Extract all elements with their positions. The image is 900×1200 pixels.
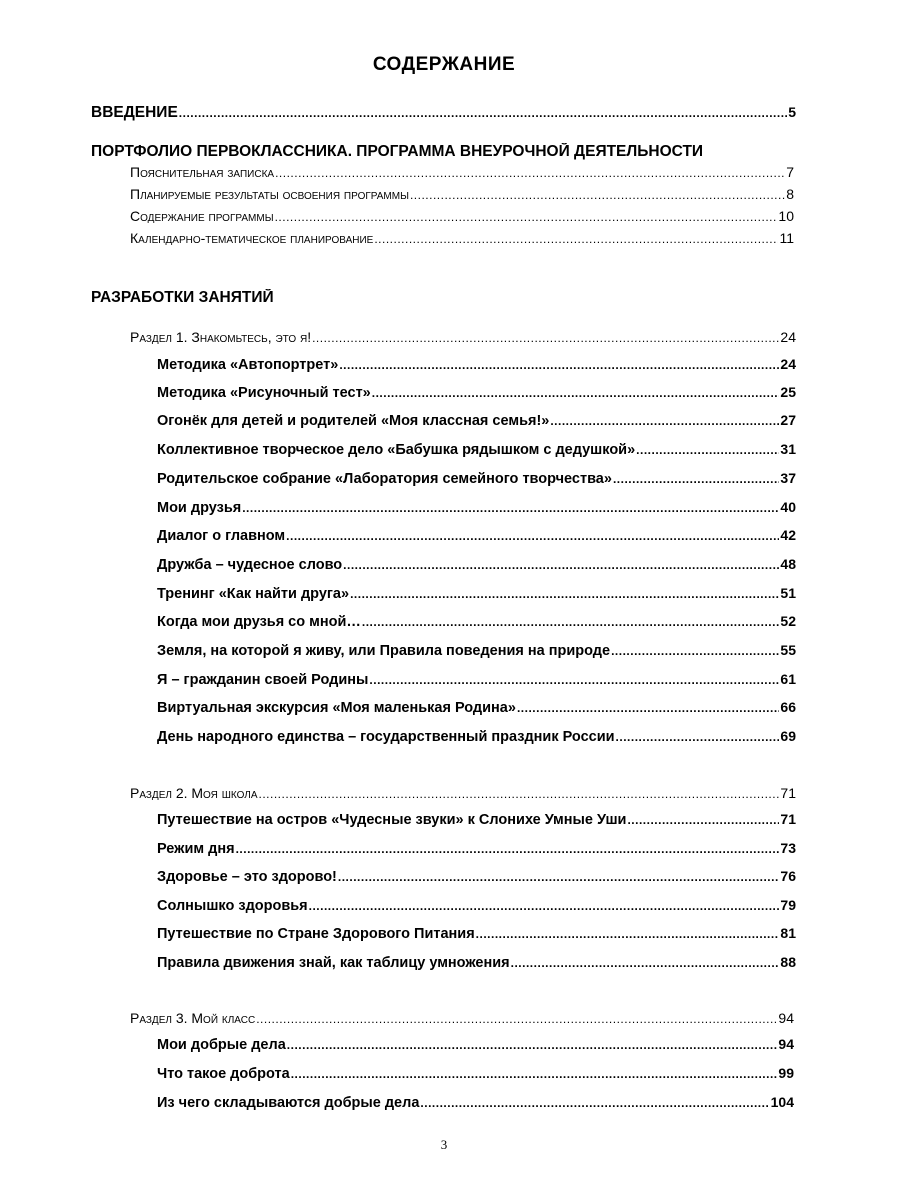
- toc-section-2[interactable]: [130, 785, 796, 801]
- page-title: СОДЕРЖАНИЕ: [372, 54, 516, 75]
- toc-entry-label: Пояснительная записка: [130, 164, 275, 180]
- toc-entry-label: Содержание программы: [130, 208, 274, 224]
- toc-heading-portfolio[interactable]: [91, 143, 796, 161]
- toc-section-page: 71: [780, 785, 796, 801]
- toc-entry-page: 7: [786, 164, 794, 180]
- dot-leader: [613, 472, 779, 486]
- dot-leader: [275, 166, 785, 180]
- toc-entry-label: Правила движения знай, как таблицу умножения: [157, 955, 510, 971]
- toc-entry-label: Из чего складываются добрые дела: [157, 1095, 420, 1111]
- toc-entry-label: Методика «Рисуночный тест»: [157, 385, 371, 401]
- toc-entry-page: 69: [780, 728, 796, 744]
- toc-entry-page: 73: [780, 840, 796, 856]
- toc-section-label: Раздел 2. Моя школа: [130, 785, 258, 801]
- toc-entry[interactable]: [157, 811, 796, 828]
- toc-entry-label: Я – гражданин своей Родины: [157, 672, 369, 688]
- dot-leader: [312, 331, 779, 345]
- toc-entry-page: 48: [780, 556, 796, 572]
- toc-entry[interactable]: [157, 1065, 794, 1082]
- dot-leader: [275, 210, 778, 224]
- toc-entry-page: 66: [780, 699, 796, 715]
- toc-entry-page: 11: [779, 230, 794, 246]
- toc-entry-label: Земля, на которой я живу, или Правила поведения на природе: [157, 643, 611, 659]
- toc-entry-page: 61: [780, 671, 796, 687]
- toc-entry-label: Когда мои друзья со мной…: [157, 614, 361, 630]
- toc-entry-label: Родительское собрание «Лаборатория семейного творчества»: [157, 471, 612, 487]
- dot-leader: [616, 730, 780, 744]
- toc-entry[interactable]: [157, 412, 796, 429]
- toc-section-1[interactable]: [130, 329, 796, 345]
- toc-entry-label: Путешествие по Стране Здорового Питания: [157, 926, 475, 942]
- dot-leader: [420, 1096, 769, 1110]
- dot-leader: [627, 813, 779, 827]
- toc-entry-page: 76: [780, 868, 796, 884]
- dot-leader: [362, 615, 780, 629]
- toc-entry[interactable]: [157, 642, 796, 659]
- toc-entry-page: 71: [780, 811, 796, 827]
- toc-entry-label: Календарно-тематическое планирование: [130, 230, 374, 246]
- toc-section-page: 94: [778, 1010, 794, 1026]
- toc-entry-page: 94: [778, 1036, 794, 1052]
- toc-entry[interactable]: [157, 840, 796, 857]
- toc-entry[interactable]: [157, 527, 796, 544]
- toc-entry[interactable]: [130, 208, 794, 224]
- toc-entry-page: 24: [780, 356, 796, 372]
- toc-section-3[interactable]: [130, 1010, 794, 1026]
- dot-leader: [517, 701, 779, 715]
- toc-entry-page: 37: [780, 470, 796, 486]
- page-number: 3: [440, 1137, 448, 1152]
- dot-leader: [339, 358, 779, 372]
- toc-entry[interactable]: [157, 585, 796, 602]
- toc-entry[interactable]: [157, 1094, 794, 1111]
- toc-entry-label: Планируемые результаты освоения программы: [130, 186, 409, 202]
- toc-entry-label: Методика «Автопортрет»: [157, 357, 339, 373]
- toc-entry-page: 51: [780, 585, 796, 601]
- toc-entry-page: 31: [780, 441, 796, 457]
- toc-entry[interactable]: [157, 384, 796, 401]
- toc-entry-label: Тренинг «Как найти друга»: [157, 586, 350, 602]
- toc-entry-page: 88: [780, 954, 796, 970]
- dot-leader: [511, 956, 780, 970]
- toc-section-label: Раздел 1. Знакомьтесь, это я!: [130, 329, 312, 345]
- toc-entry-label: Здоровье – это здорово!: [157, 869, 337, 885]
- dot-leader: [374, 232, 778, 246]
- toc-entry-page: 104: [770, 1094, 794, 1110]
- toc-entry-label: Огонёк для детей и родителей «Моя классная семья!»: [157, 413, 550, 429]
- toc-entry-page: 99: [778, 1065, 794, 1081]
- toc-entry[interactable]: [157, 613, 796, 630]
- toc-entry[interactable]: [157, 728, 796, 745]
- toc-entry[interactable]: [157, 954, 796, 971]
- dot-leader: [236, 842, 780, 856]
- toc-entry-label: Путешествие на остров «Чудесные звуки» к Слонихе Умные Уши: [157, 812, 627, 828]
- toc-entry[interactable]: [157, 671, 796, 688]
- toc-entry-page: 8: [786, 186, 794, 202]
- dot-leader: [286, 529, 779, 543]
- dot-leader: [287, 1038, 778, 1052]
- toc-entry-page: 81: [780, 925, 796, 941]
- dot-leader: [611, 644, 779, 658]
- dot-leader: [309, 899, 780, 913]
- dot-leader: [369, 673, 779, 687]
- toc-entry-label: Что такое доброта: [157, 1066, 290, 1082]
- toc-entry-label: Солнышко здоровья: [157, 898, 308, 914]
- toc-entry[interactable]: [157, 556, 796, 573]
- toc-entry[interactable]: [130, 186, 794, 202]
- toc-entry-page: 52: [780, 613, 796, 629]
- toc-entry[interactable]: [157, 897, 796, 914]
- toc-entry-page: 25: [780, 384, 796, 400]
- dot-leader: [410, 188, 785, 202]
- toc-entry-page: 10: [778, 208, 794, 224]
- dot-leader: [476, 927, 780, 941]
- toc-entry-label: Режим дня: [157, 841, 235, 857]
- toc-section-label: Раздел 3. Мой класс: [130, 1010, 256, 1026]
- toc-entry[interactable]: [157, 356, 796, 373]
- toc-entry[interactable]: [130, 164, 794, 180]
- toc-entry-label: День народного единства – государственный праздник России: [157, 729, 615, 745]
- dot-leader: [291, 1067, 778, 1081]
- dot-leader: [550, 414, 779, 428]
- dot-leader: [338, 870, 780, 884]
- dot-leader: [242, 501, 779, 515]
- toc-entry-page: 79: [780, 897, 796, 913]
- toc-entry-label: Виртуальная экскурсия «Моя маленькая Родина»: [157, 700, 516, 716]
- toc-entry[interactable]: [130, 230, 794, 246]
- toc-entry-label: Диалог о главном: [157, 528, 286, 544]
- toc-entry[interactable]: [157, 441, 796, 458]
- toc-entry[interactable]: [157, 499, 796, 516]
- toc-entry-label: ВВЕДЕНИЕ: [91, 104, 178, 121]
- toc-heading-lessons[interactable]: [91, 289, 796, 307]
- toc-heading-label: РАЗРАБОТКИ ЗАНЯТИЙ: [91, 289, 274, 306]
- toc-entry-label: Дружба – чудесное слово: [157, 557, 343, 573]
- toc-entry-label: Мои друзья: [157, 500, 242, 516]
- toc-entry-page: 40: [780, 499, 796, 515]
- toc-entry[interactable]: [157, 925, 796, 942]
- toc-section-page: 24: [780, 329, 796, 345]
- toc-entry-intro[interactable]: [91, 104, 796, 122]
- toc-heading-label: ПОРТФОЛИО ПЕРВОКЛАССНИКА. ПРОГРАММА ВНЕУРОЧНОЙ ДЕЯТЕЛЬНОСТИ: [91, 143, 704, 160]
- dot-leader: [372, 386, 780, 400]
- toc-entry-label: Коллективное творческое дело «Бабушка рядышком с дедушкой»: [157, 442, 636, 458]
- toc-entry-page: 27: [780, 412, 796, 428]
- dot-leader: [179, 106, 787, 120]
- toc-entry[interactable]: [157, 699, 796, 716]
- toc-entry-label: Мои добрые дела: [157, 1037, 286, 1053]
- dot-leader: [636, 443, 779, 457]
- dot-leader: [343, 558, 779, 572]
- toc-entry-page: 5: [788, 104, 796, 120]
- toc-entry[interactable]: [157, 1036, 794, 1053]
- toc-entry[interactable]: [157, 470, 796, 487]
- toc-entry[interactable]: [157, 868, 796, 885]
- dot-leader: [259, 787, 780, 801]
- toc-entry-page: 42: [780, 527, 796, 543]
- toc-entry-page: 55: [780, 642, 796, 658]
- dot-leader: [350, 587, 779, 601]
- dot-leader: [256, 1012, 777, 1026]
